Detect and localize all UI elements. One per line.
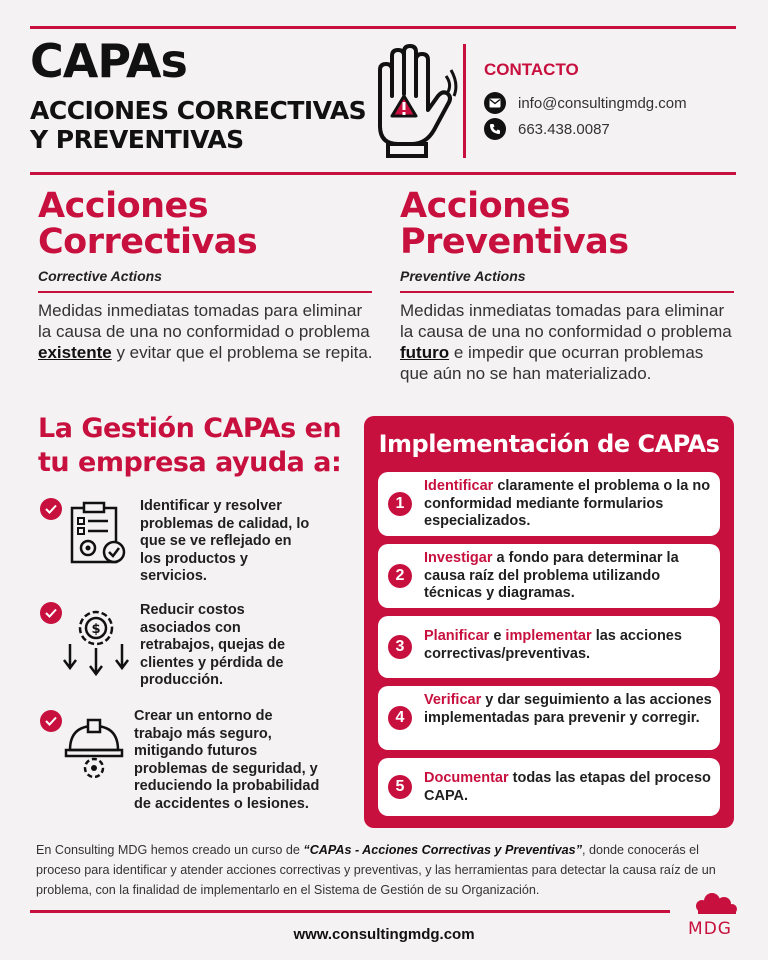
step-number: 5 [388, 775, 412, 799]
phone-icon [484, 118, 506, 140]
implementation-title: Implementación de CAPAs [378, 430, 720, 458]
step-text: Investigar a fondo para determinar la causa raíz del problema utilizando técnicas y diagramas. [424, 550, 679, 601]
step-text: Documentar todas las etapas del proceso CAPA. [424, 770, 711, 804]
phone-text[interactable]: 663.438.0087 [518, 120, 610, 138]
step-1 [378, 472, 720, 536]
safety-helmet-icon [62, 716, 126, 780]
corrective-title: Acciones Correctivas [38, 186, 258, 262]
step-5 [378, 758, 720, 816]
implementation-panel [364, 416, 734, 828]
course-description: En Consulting MDG hemos creado un curso de “CAPAs - Acciones Correctivas y Preventivas”, donde conocerás el proceso para identificar y atender acciones correctivas y preventivas, y las herramientas para detectar la causa raíz de un problema, con la finalidad de implementarlo en el Sistema de Gestión de su Organización. [36, 843, 716, 897]
contact-title: CONTACTO [484, 60, 579, 79]
email-icon [484, 92, 506, 114]
step-text: Verificar y dar seguimiento a las acciones implementadas para prevenir y corregir. [424, 692, 712, 726]
email-text[interactable]: info@consultingmdg.com [518, 94, 687, 112]
step-number: 2 [388, 564, 412, 588]
step-text: Identificar claramente el problema o la no conformidad mediante formularios especializados. [424, 478, 711, 529]
page-subtitle: ACCIONES CORRECTIVAS Y PREVENTIVAS [30, 96, 367, 154]
checklist-gear-icon [68, 500, 130, 566]
contact-phone[interactable] [484, 118, 610, 140]
website-link[interactable]: www.consultingmdg.com [293, 926, 475, 943]
step-text: Planificar e implementar las acciones correctivas/preventivas. [424, 628, 682, 662]
preventive-description: Medidas inmediatas tomadas para eliminar la causa de una no conformidad o problema futuro e impedir que ocurran problemas que aún no se han materializado. [400, 301, 732, 383]
benefit-quality: Identificar y resolver problemas de calidad, lo que se ve reflejado en los productos y servicios. [140, 498, 310, 584]
step-3 [378, 616, 720, 678]
check-icon [40, 710, 62, 732]
step-4 [378, 686, 720, 750]
hand-warning-icon [358, 44, 458, 160]
preventive-divider [400, 291, 734, 293]
preventive-subtitle: Preventive Actions [400, 268, 526, 284]
cost-down-icon [60, 606, 132, 678]
corrective-description: Medidas inmediatas tomadas para eliminar la causa de una no conformidad o problema existente y evitar que el problema se repita. [38, 301, 373, 362]
top-rule [30, 26, 736, 29]
preventive-title: Acciones Preventivas [400, 186, 629, 262]
benefit-safety: Crear un entorno de trabajo más seguro, mitigando futuros problemas de seguridad, y reduciendo la probabilidad de accidentes o lesiones. [134, 708, 320, 812]
contact-email[interactable] [484, 92, 687, 114]
step-number: 1 [388, 492, 412, 516]
corrective-divider [38, 291, 372, 293]
header-divider [463, 44, 466, 158]
header-bottom-rule [30, 172, 736, 175]
svg-text:$: $ [91, 622, 101, 637]
check-icon [40, 498, 62, 520]
page-title: CAPAs [30, 34, 187, 88]
step-number: 3 [388, 635, 412, 659]
benefit-costs: Reducir costos asociados con retrabajos, quejas de clientes y pérdida de producción. [140, 602, 286, 688]
step-number: 4 [388, 706, 412, 730]
step-2 [378, 544, 720, 608]
footer-rule [30, 910, 670, 913]
corrective-subtitle: Corrective Actions [38, 268, 162, 284]
gestion-title: La Gestión CAPAs en tu empresa ayuda a: [38, 413, 342, 478]
svg-text:MDG: MDG [688, 919, 732, 939]
check-icon [40, 602, 62, 624]
